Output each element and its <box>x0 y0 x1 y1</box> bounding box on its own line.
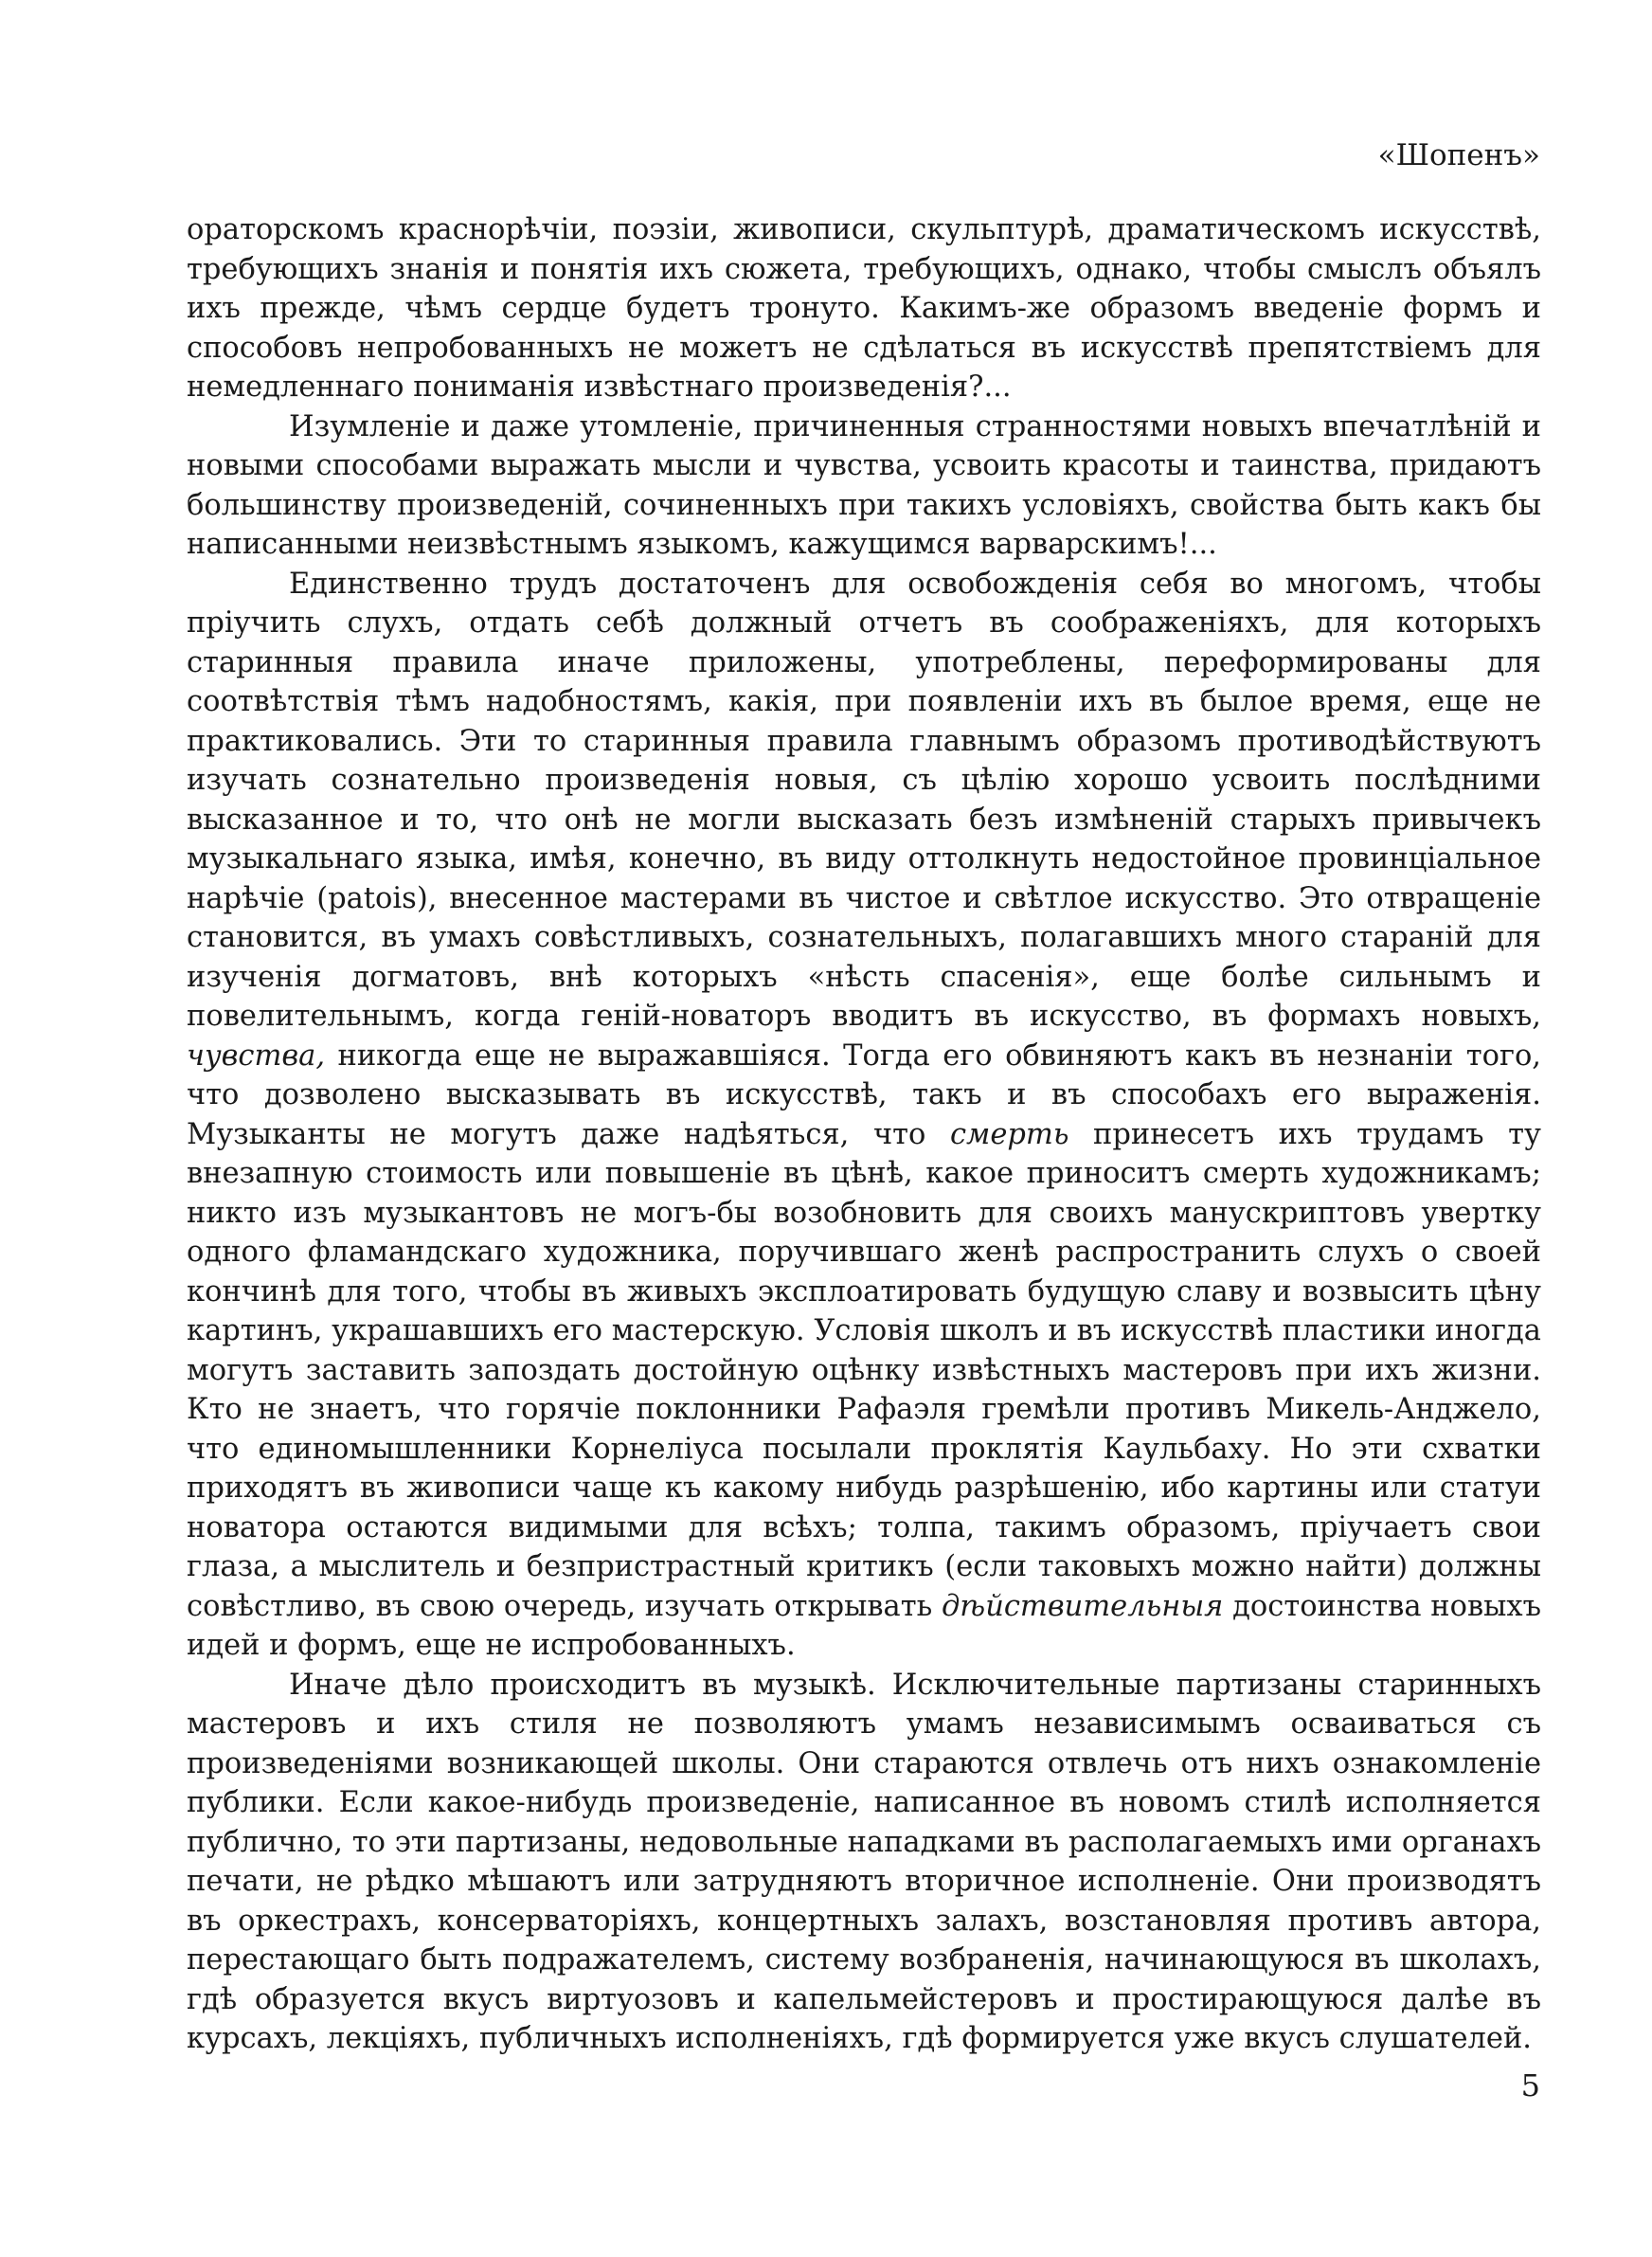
italic-chuvstva: чувства, <box>187 1038 326 1073</box>
page-number: 5 <box>1520 2067 1540 2104</box>
paragraph-3-part-3: принесетъ ихъ трудамъ ту внезапную стоимость или повышеніе въ цѣнѣ, какое приноситъ смерть художникамъ; никто изъ музыкантовъ не могъ-бы возобновить для своихъ манускриптовъ увертку одного фламандскаго художника, поручившаго женѣ распространить слухъ о своей кончинѣ для того, чтобы въ живыхъ эксплоатировать будущую славу и возвысить цѣну картинъ, украшавшихъ его мастерскую. Условія школъ и въ искусствѣ пластики иногда могутъ заставить запоздать достойную оцѣнку извѣстныхъ мастеровъ при ихъ жизни. Кто не знаетъ, что горячіе поклонники Рафаэля гремѣли противъ Микель-Анджело, что единомышленники Корнеліуса посылали проклятія Каульбаху. Но эти схватки приходятъ въ живописи чаще къ какому нибудь разрѣшенію, ибо картины или статуи новатора остаются видимыми для всѣхъ; толпа, такимъ образомъ, пріучаетъ свои глаза, а мыслитель и безпристрастный критикъ (если таковыхъ можно найти) должны совѣстливо, въ свою очередь, изучать открывать <box>187 1117 1541 1623</box>
paragraph-3-part-4: достоинства новыхъ идей и формъ, еще не испробованныхъ. <box>187 1589 1541 1662</box>
paragraph-1: ораторскомъ краснорѣчіи, поэзіи, живописи, скульптурѣ, драматическомъ искусствѣ, требующихъ знанія и понятія ихъ сюжета, требующихъ, однако, чтобы смыслъ объялъ ихъ прежде, чѣмъ сердце будетъ тронуто. Какимъ-же образомъ введеніе формъ и способовъ непробованныхъ не можетъ не сдѣлаться въ искусствѣ препятствіемъ для немедленнаго пониманія извѣстнаго произведенія?... <box>187 213 1541 404</box>
paragraph-3-part-1: Единственно трудъ достаточенъ для освобожденія себя во многомъ, чтобы пріучить слухъ, отдать себѣ должный отчетъ въ соображеніяхъ, для которыхъ старинныя правила иначе приложены, употреблены, переформированы для соотвѣтствія тѣмъ надобностямъ, какія, при появленіи ихъ въ былое время, еще не практиковались. Эти то старинныя правила главнымъ образомъ противодѣйствуютъ изучать сознательно произведенія новыя, съ цѣлію хорошо усвоить послѣдними высказанное и то, что онѣ не могли высказать безъ измѣненій старыхъ привычекъ музыкальнаго языка, имѣя, конечно, въ виду оттолкнуть недостойное провинціальное нарѣчіе (patois), внесенное мастерами въ чистое и свѣтлое искусство. Это отвращеніе становится, въ умахъ совѣстливыхъ, сознательныхъ, полагавшихъ много стараній для изученія догматовъ, внѣ которыхъ «нѣсть спасенія», еще болѣе сильнымъ и повелительнымъ, когда геній-новаторъ вводитъ въ искусство, въ формахъ новыхъ, <box>187 567 1541 1033</box>
italic-deistvitelnyya: дѣйствительныя <box>941 1589 1224 1623</box>
body-text <box>187 210 1541 2059</box>
paragraph-3-part-2: никогда еще не выражавшіяся. Тогда его обвиняютъ какъ въ незнаніи того, что дозволено высказывать въ искусствѣ, такъ и въ способахъ его выраженія. Музыканты не могутъ даже надѣяться, что <box>187 1038 1541 1151</box>
running-title: «Шопенъ» <box>1377 138 1540 172</box>
paragraph-4: Иначе дѣло происходитъ въ музыкѣ. Исключительные партизаны старинныхъ мастеровъ и ихъ стиля не позволяютъ умамъ независимымъ осваиваться съ произведеніями возникающей школы. Они стараются отвлечь отъ нихъ ознакомленіе публики. Если какое-нибудь произведеніе, написанное въ новомъ стилѣ исполняется публично, то эти партизаны, недовольные нападками въ располагаемыхъ ими органахъ печати, не рѣдко мѣшаютъ или затрудняютъ вторичное исполненіе. Они производятъ въ оркестрахъ, консерваторіяхъ, концертныхъ залахъ, возстановляя противъ автора, перестающаго быть подражателемъ, систему возбраненія, начинающуюся въ школахъ, гдѣ образуется вкусъ виртуозовъ и капельмейстеровъ и простирающуюся далѣе въ курсахъ, лекціяхъ, публичныхъ исполненіяхъ, гдѣ формируется уже вкусъ слушателей. <box>187 1668 1541 2055</box>
italic-smert: смерть <box>949 1117 1069 1151</box>
paragraph-3 <box>187 565 1541 1666</box>
paragraph-2: Изумленіе и даже утомленіе, причиненныя странностями новыхъ впечатлѣній и новыми способами выражать мысли и чувства, усвоить красоты и таинства, придаютъ большинству произведеній, сочиненныхъ при такихъ условіяхъ, свойства быть какъ бы написанными неизвѣстнымъ языкомъ, кажущимся варварскимъ!... <box>187 409 1541 561</box>
